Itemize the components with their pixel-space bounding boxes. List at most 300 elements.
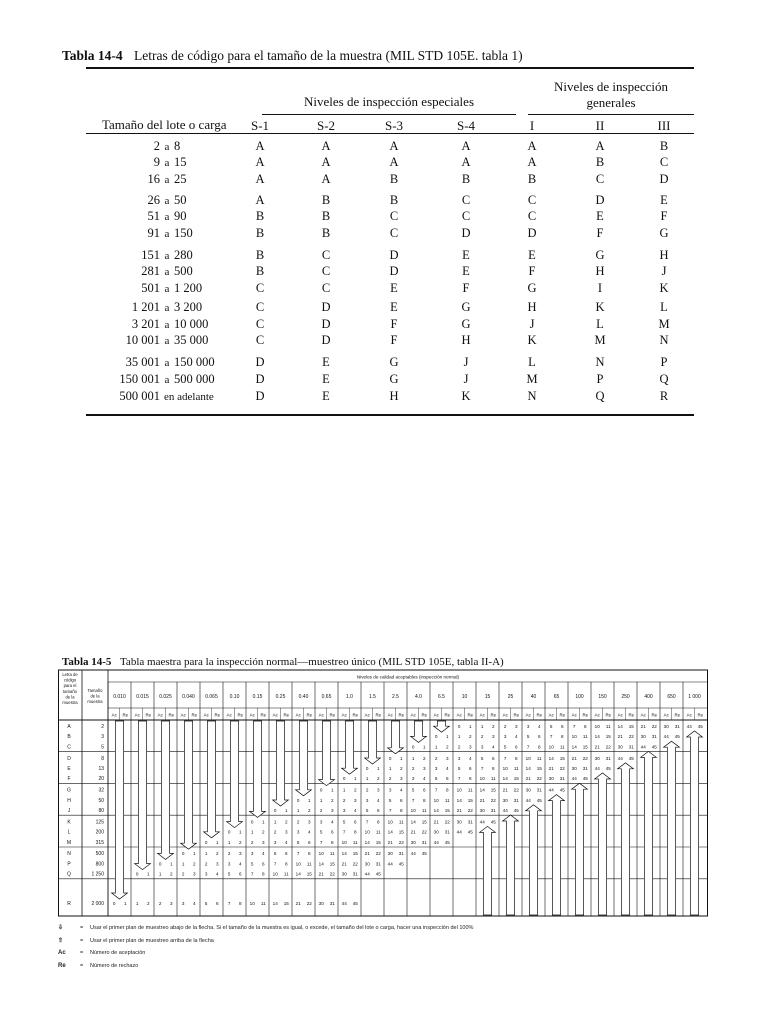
ac-number: 7 (526, 744, 530, 750)
lot-min: 10 001 (125, 333, 160, 347)
ac-number: 0 (250, 819, 254, 825)
code-letter: F (67, 776, 71, 783)
ac-number: 21 (525, 776, 531, 782)
re-number: 3 (215, 861, 219, 867)
legend-text: Usar el primer plan de muestreo abajo de la flecha. Si el tamaño de la muestra es igual, o excede, el tamaño del lote o carga, hacer una inspección del 100% (90, 925, 474, 931)
ac-number: 1 (273, 819, 277, 825)
re-number: 2 (284, 819, 288, 825)
re-number: 3 (399, 776, 403, 782)
re-number: 8 (491, 766, 495, 771)
ac-number: 0 (181, 851, 185, 857)
re-number: 15 (444, 808, 450, 813)
re-number: 1 (399, 755, 403, 761)
re-number: 22 (467, 808, 473, 813)
ac-number: 44 (663, 734, 669, 740)
code-letter: H (67, 797, 71, 804)
re-number: 31 (421, 839, 427, 845)
ac-number: 1 (135, 901, 139, 906)
ac-number: 14 (341, 851, 347, 857)
lot-min: 16 (147, 172, 160, 186)
ac-number: 10 (433, 797, 439, 803)
sample-size: 3 (101, 734, 104, 741)
re-number: 1 (468, 724, 472, 729)
ac-number: 3 (296, 829, 300, 835)
re-number: 4 (537, 724, 541, 729)
code-letter-cell: C (321, 264, 331, 278)
lot-max: 500 000 (174, 372, 215, 386)
ac-number: 3 (204, 871, 208, 877)
code-letter-cell: M (658, 317, 670, 331)
re-number: 3 (491, 734, 495, 740)
ac-number: 7 (227, 901, 231, 906)
re-number: 2 (491, 724, 495, 729)
ac-number: 14 (479, 787, 485, 793)
code-letter-cell: E (390, 300, 398, 314)
ac-number: 1 (434, 744, 438, 750)
ac-number: 5 (250, 861, 254, 867)
code-letter-cell: C (255, 281, 265, 295)
sample-size: 8 (101, 755, 104, 762)
lot-separator: a (164, 357, 170, 369)
re-label: Re (352, 712, 359, 718)
ac-number: 2 (365, 787, 369, 793)
ac-label: Ac (157, 712, 163, 718)
re-number: 2 (445, 744, 449, 750)
re-number: 11 (421, 808, 427, 813)
lot-separator: a (164, 174, 170, 186)
aql-level: 6.5 (438, 694, 445, 700)
code-letter-cell: C (527, 209, 537, 223)
ac-label: Ac (226, 712, 232, 718)
code-header-text: tamaño (63, 688, 77, 694)
ac-label: Ac (249, 712, 255, 718)
code-letter-cell: B (527, 172, 537, 186)
re-number: 22 (352, 861, 358, 867)
ac-number: 21 (456, 808, 462, 813)
re-number: 45 (444, 839, 450, 845)
legend-equals: = (80, 963, 84, 969)
re-number: 15 (421, 819, 427, 825)
sample-size: 500 (95, 851, 104, 858)
aql-level: 4.0 (415, 694, 422, 700)
code-letter-cell: G (659, 226, 669, 240)
table-14-4-caption (62, 48, 523, 64)
code-header-text: código (63, 677, 77, 683)
re-number: 31 (536, 787, 542, 793)
aql-level: 0.015 (136, 694, 149, 700)
up-arrow-icon: ⇧ (58, 938, 64, 944)
ac-number: 7 (388, 808, 392, 813)
ac-number: 44 (525, 797, 531, 803)
ac-number: 5 (342, 819, 346, 825)
code-letter-cell: A (527, 155, 537, 169)
re-number: 4 (422, 776, 426, 782)
ac-number: 3 (365, 797, 369, 803)
re-number: 11 (536, 755, 542, 761)
ac-number: 7 (503, 755, 507, 761)
ac-number: 2 (204, 861, 208, 867)
code-letter-cell: L (596, 317, 604, 331)
code-letter: E (67, 766, 71, 772)
up-arrow (641, 751, 657, 915)
ac-number: 1 (319, 797, 323, 803)
level-header-s-2: S-2 (316, 118, 336, 133)
ac-number: 7 (434, 787, 438, 793)
up-arrow (664, 741, 680, 915)
aql-level: 0.40 (298, 694, 309, 700)
ac-number: 5 (296, 839, 300, 845)
ac-number: 10 (272, 871, 278, 877)
aql-level: 150 (598, 694, 607, 700)
aql-level: 400 (644, 694, 653, 700)
re-number: 15 (536, 766, 542, 771)
aql-level: 0.15 (252, 694, 263, 700)
lot-size-range (100, 317, 232, 332)
re-number: 15 (582, 744, 588, 750)
re-number: 1 (238, 829, 242, 835)
ac-number: 1 (181, 861, 185, 867)
ac-number: 10 (571, 734, 577, 740)
ac-number: 3 (526, 724, 530, 729)
ac-number: 5 (434, 776, 438, 782)
code-letter-cell: H (389, 389, 399, 403)
sample-size: 1 250 (91, 871, 104, 878)
general-levels-header-line2: generales (586, 95, 636, 110)
code-letter-cell: F (390, 333, 398, 347)
level-header-s-3: S-3 (384, 118, 404, 133)
re-number: 31 (559, 776, 565, 782)
ac-number: 3 (434, 766, 438, 771)
down-arrow (319, 721, 335, 786)
code-letter-cell: P (660, 355, 668, 369)
ac-number: 21 (341, 861, 347, 867)
re-number: 11 (306, 861, 312, 867)
re-number: 11 (444, 797, 450, 803)
lot-min: 3 201 (131, 317, 160, 331)
aql-level: 0.065 (205, 694, 218, 700)
re-number: 31 (605, 755, 611, 761)
re-number: 2 (261, 829, 265, 835)
down-arrow (112, 721, 128, 899)
ac-label: Ac (387, 712, 393, 718)
re-number: 11 (260, 901, 266, 906)
code-letter-cell: L (528, 355, 536, 369)
code-letter-cell: N (595, 355, 605, 369)
ac-number: 14 (364, 839, 370, 845)
re-number: 4 (215, 871, 219, 877)
table-14-4-bottom-rule (86, 414, 694, 416)
ac-number: 5 (503, 744, 507, 750)
level-header-iii: III (657, 118, 671, 133)
ac-number: 2 (480, 734, 484, 740)
lot-separator: a (164, 157, 170, 169)
re-number: 15 (398, 829, 404, 835)
re-number: 6 (261, 861, 265, 867)
re-number: 1 (376, 766, 380, 771)
ac-number: 14 (410, 819, 416, 825)
ac-number: 14 (433, 808, 439, 813)
lot-separator: a (164, 283, 170, 295)
ac-number: 7 (549, 734, 553, 740)
lot-separator: en adelante (164, 391, 214, 403)
ac-number: 44 (479, 819, 485, 825)
ac-number: 0 (204, 839, 208, 845)
ac-number: 3 (457, 755, 461, 761)
ac-number: 1 (457, 734, 461, 740)
ac-number: 0 (158, 861, 162, 867)
re-number: 1 (146, 871, 150, 877)
re-label: Re (628, 712, 635, 718)
ac-label: Ac (295, 712, 301, 718)
re-label: Re (122, 712, 129, 718)
ac-number: 10 (548, 744, 554, 750)
ac-number: 1 (480, 724, 484, 729)
code-letter-cell: C (389, 226, 399, 240)
re-label: Re (674, 712, 681, 718)
ac-number: 3 (227, 861, 231, 867)
code-letter-cell: Q (659, 372, 669, 386)
ac-number: 44 (594, 766, 600, 771)
legend-equals: = (80, 938, 84, 944)
ac-number: 10 (387, 819, 393, 825)
code-letter-cell: B (321, 193, 331, 207)
re-number: 31 (490, 808, 496, 813)
ac-number: 5 (480, 755, 484, 761)
ac-number: 7 (572, 724, 576, 729)
level-header-s-4: S-4 (456, 118, 476, 133)
legend-equals: = (80, 925, 84, 931)
code-letter-cell: F (390, 317, 398, 331)
ac-number: 10 (341, 839, 347, 845)
re-number: 11 (605, 724, 611, 729)
re-label: Re (191, 712, 198, 718)
table-row (0, 248, 669, 264)
ac-number: 21 (410, 829, 416, 835)
ac-number: 10 (525, 755, 531, 761)
size-header-text: de la (90, 693, 100, 699)
code-letter-cell: G (461, 300, 471, 314)
general-levels-header-line1: Niveles de inspección (553, 79, 669, 94)
lot-max: 150 000 (174, 355, 215, 369)
re-number: 45 (628, 755, 634, 761)
lot-size-range (100, 355, 232, 370)
re-number: 4 (399, 787, 403, 793)
re-number: 8 (307, 851, 311, 857)
lot-size-range (100, 172, 232, 187)
code-letter: M (66, 839, 72, 846)
code-letter: G (67, 787, 71, 794)
re-number: 45 (536, 797, 542, 803)
ac-number: 3 (181, 901, 185, 906)
code-letter-cell: C (659, 155, 669, 169)
ac-number: 10 (249, 901, 255, 906)
code-letter-cell: F (528, 264, 536, 278)
ac-number: 7 (365, 819, 369, 825)
code-letter: D (67, 755, 71, 762)
lot-max: 35 000 (174, 333, 209, 347)
re-number: 4 (376, 797, 380, 803)
re-number: 11 (467, 787, 473, 793)
ac-number: 21 (617, 734, 623, 740)
re-number: 2 (307, 808, 311, 813)
lot-min: 51 (147, 209, 160, 223)
ac-label: Ac (433, 712, 439, 718)
ac-number: 7 (411, 797, 415, 803)
lot-max: 280 (174, 248, 193, 262)
master-table-grid (58, 668, 708, 918)
lot-min: 35 001 (125, 355, 160, 369)
code-letter-cell: A (461, 139, 471, 153)
re-number: 2 (238, 839, 242, 845)
ac-number: 3 (342, 808, 346, 813)
re-number: 45 (352, 901, 358, 906)
re-number: 22 (536, 776, 542, 782)
re-number: 22 (490, 797, 496, 803)
re-number: 8 (583, 724, 587, 729)
aql-level: 65 (553, 694, 560, 700)
ac-number: 14 (571, 744, 577, 750)
ac-number: 21 (479, 797, 485, 803)
re-number: 45 (467, 829, 473, 835)
ac-number: 44 (571, 776, 577, 782)
re-number: 22 (651, 724, 657, 729)
re-number: 2 (422, 755, 426, 761)
code-letter-cell: A (595, 139, 605, 153)
re-number: 4 (353, 808, 357, 813)
table-row (0, 226, 669, 242)
ac-number: 21 (364, 851, 370, 857)
re-number: 31 (674, 724, 680, 729)
re-number: 31 (628, 744, 634, 750)
code-letter-cell: C (255, 317, 265, 331)
re-label: Re (260, 712, 267, 718)
re-number: 22 (444, 819, 450, 825)
ac-number: 2 (227, 851, 231, 857)
re-number: 15 (329, 861, 335, 867)
ac-label: Ac (617, 712, 623, 718)
ac-number: 30 (663, 724, 669, 729)
re-number: 1 (123, 901, 127, 906)
code-letter-cell: D (255, 355, 265, 369)
ac-label: Ac (640, 712, 646, 718)
code-letter-cell: A (321, 172, 331, 186)
ac-number: 5 (319, 829, 323, 835)
ac-number: 30 (318, 901, 324, 906)
re-number: 15 (559, 755, 565, 761)
re-label: Re (467, 712, 474, 718)
re-number: 3 (307, 819, 311, 825)
code-letter-cell: E (660, 193, 668, 207)
ac-number: 30 (433, 829, 439, 835)
re-label: Re (444, 712, 451, 718)
table-row (0, 209, 668, 225)
ac-number: 30 (456, 819, 462, 825)
re-number: 31 (398, 851, 404, 857)
re-number: 11 (559, 744, 565, 750)
lot-max: 90 (174, 209, 187, 223)
legend-text: Número de rechazo (90, 963, 139, 969)
code-letter-cell: B (321, 226, 331, 240)
re-number: 4 (445, 766, 449, 771)
ac-label: Ac (663, 712, 669, 718)
code-letter-cell: C (321, 248, 331, 262)
code-letter-cell: J (463, 372, 469, 386)
code-letter-cell: D (595, 193, 605, 207)
table-14-5-title: Tabla maestra para la inspección normal—muestreo único (MIL STD 105E, tabla II-A) (119, 656, 504, 668)
ac-number: 44 (686, 724, 692, 729)
ac-number: 10 (295, 861, 301, 867)
ac-number: 14 (272, 901, 278, 906)
re-number: 2 (169, 871, 173, 877)
re-number: 11 (582, 734, 588, 740)
re-number: 22 (582, 755, 588, 761)
ac-number: 2 (434, 755, 438, 761)
lot-size-range (100, 155, 232, 170)
ac-label: Ac (456, 712, 462, 718)
lot-separator: a (164, 335, 170, 347)
re-number: 45 (697, 724, 703, 729)
re-number: 4 (307, 829, 311, 835)
up-arrow (549, 795, 565, 915)
ac-number: 1 (250, 829, 254, 835)
lot-separator: a (164, 319, 170, 331)
ac-number: 7 (296, 851, 300, 857)
code-letter-cell: A (527, 139, 537, 153)
down-arrow (181, 721, 197, 849)
code-letter-cell: A (461, 155, 471, 169)
down-arrow (273, 721, 289, 806)
code-letter-cell: C (461, 193, 471, 207)
re-number: 15 (306, 871, 312, 877)
re-number: 4 (261, 851, 265, 857)
table-row (0, 333, 669, 349)
ac-number: 44 (502, 808, 508, 813)
re-number: 15 (467, 797, 473, 803)
re-number: 2 (399, 766, 403, 771)
ac-number: 0 (434, 734, 438, 740)
re-number: 22 (329, 871, 335, 877)
code-letter-cell: N (659, 333, 669, 347)
lot-max: 150 (174, 226, 193, 240)
re-number: 45 (398, 861, 404, 867)
code-header-text: Letra de (62, 672, 78, 677)
ac-number: 1 (342, 787, 346, 793)
table-row (0, 372, 669, 388)
re-number: 6 (284, 851, 288, 857)
re-number: 11 (352, 839, 358, 845)
aql-level: 2.5 (392, 694, 399, 700)
code-letter-cell: J (529, 317, 535, 331)
re-number: 2 (146, 901, 150, 906)
ac-number: 1 (158, 871, 162, 877)
ac-number: 21 (594, 744, 600, 750)
re-label: Re (283, 712, 290, 718)
code-letter-cell: F (462, 281, 470, 295)
down-arrow (135, 721, 151, 870)
code-letter-cell: G (389, 372, 399, 386)
re-number: 6 (445, 776, 449, 782)
lot-separator: a (164, 228, 170, 240)
ac-number: 14 (525, 766, 531, 771)
ac-number: 30 (617, 744, 623, 750)
legend-text: Número de aceptación (90, 950, 146, 956)
re-label: Re (513, 712, 520, 718)
re-number: 3 (353, 797, 357, 803)
table-row (0, 172, 669, 188)
code-letter-cell: A (255, 172, 265, 186)
legend-note (58, 950, 145, 956)
ac-number: 7 (342, 829, 346, 835)
